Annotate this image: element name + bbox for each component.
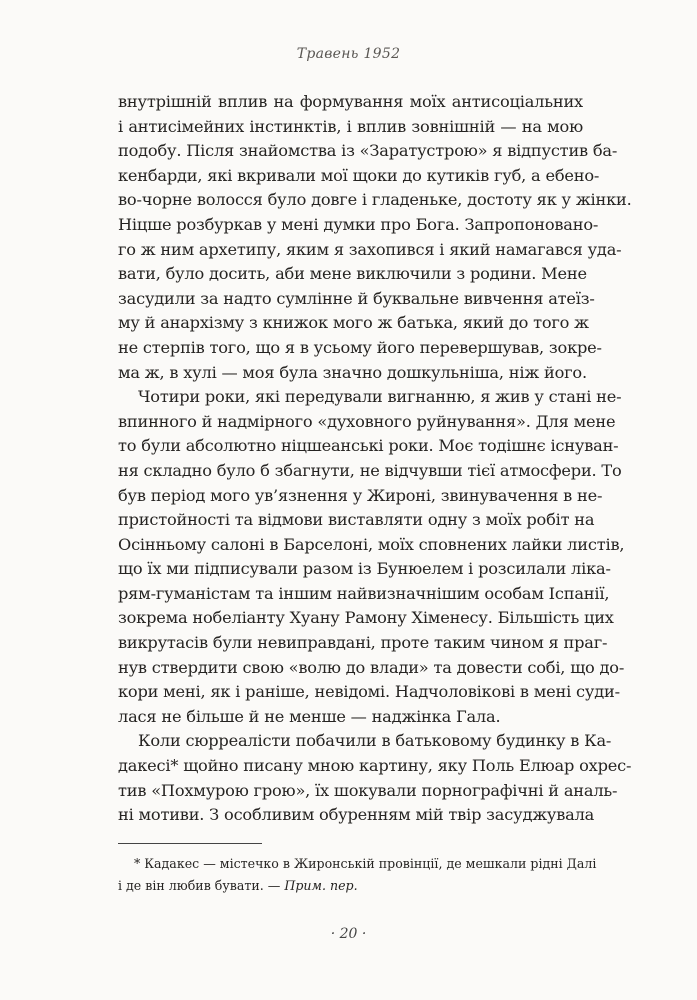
text-line: Осінньому салоні в Барселоні, моїх сповнених лайки листів, — [118, 534, 625, 554]
text-line: тив «Похмурою грою», їх шокували порнографічні й аналь- — [118, 780, 618, 800]
text-line: Коли сюрреалісти побачили в батьковому будинку в Ка- — [138, 731, 612, 751]
translator-note: Прим. пер. — [284, 878, 358, 893]
text-line: ма ж, в хулі — моя була значно дошкульніша, ніж його. — [118, 362, 587, 382]
text-line: рям-гуманістам та іншим найвизначнішим особам Іспанії, — [118, 583, 610, 603]
body-text — [118, 90, 632, 828]
text-line: був період мого ув’язнення у Жироні, звинувачення в не- — [118, 485, 603, 505]
text-line: лася не більше й не менше — наджінка Гала. — [118, 706, 501, 726]
text-line: пристойності та відмови виставляти одну з моїх робіт на — [118, 510, 595, 530]
text-line: засудили за надто сумлінне й буквальне вивчення атеїз- — [118, 288, 595, 308]
footnote-divider — [118, 843, 262, 844]
text-line: дакесі* щойно писану мною картину, яку Поль Елюар охрес- — [118, 756, 632, 776]
text-line: ня складно було б збагнути, не відчувши тієї атмосфери. То — [118, 460, 622, 480]
text-line: не стерпів того, що я в усьому його перевершував, зокре- — [118, 337, 602, 357]
text-line: ні мотиви. З особливим обуренням мій твір засуджувала — [118, 805, 595, 825]
footnote-line — [118, 875, 583, 897]
text-line: кори мені, як і раніше, невідомі. Надчоловікові в мені суди- — [118, 682, 620, 702]
text-line: вати, було досить, аби мене виключили з родини. Мене — [118, 264, 587, 284]
text-line: і антисімейних інстинктів, і вплив зовнішній — на мою — [118, 116, 583, 136]
text-line: нув ствердити свою «волю до влади» та довести собі, що до- — [118, 657, 625, 677]
text-line: подобу. Після знайомства із «Заратустрою» я відпустив ба- — [118, 141, 618, 161]
text-line: то були абсолютно ніцшеанські роки. Моє тодішнє існуван- — [118, 436, 619, 456]
footnote — [118, 853, 597, 897]
text-line: Чотири роки, які передували вигнанню, я жив у стані не- — [138, 387, 622, 407]
page-number: · 20 · — [330, 926, 367, 942]
text-line: що їх ми підписували разом із Бунюелем і розсилали ліка- — [118, 559, 611, 579]
text-line: во-чорне волосся було довге і гладеньке, достоту як у жінки. — [118, 190, 632, 210]
text-line: викрутасів були невиправдані, проте таким чином я праг- — [118, 633, 608, 653]
running-header: Травень 1952 — [296, 46, 401, 62]
footnote-text: і де він любив бувати. — — [118, 878, 281, 893]
text-line: кенбарди, які вкривали мої щоки до кутиків губ, а ебено- — [118, 165, 600, 185]
text-line: впинного й надмірного «духовного руйнування». Для мене — [118, 411, 616, 431]
text-line: внутрішній вплив на формування моїх антисоціальних — [118, 92, 583, 111]
text-line: му й анархізму з книжок мого ж батька, який до того ж — [118, 313, 589, 333]
text-line: зокрема нобеліанту Хуану Рамону Хіменесу. Більшість цих — [118, 608, 614, 628]
footnote-line: * Кадакес — містечко в Жиронській провінції, де мешкали рідні Далі — [134, 856, 597, 871]
text-line: Ніцше розбуркав у мені думки про Бога. Запропоновано- — [118, 214, 599, 234]
text-line: го ж ним архетипу, яким я захопився і який намагався уда- — [118, 239, 622, 259]
